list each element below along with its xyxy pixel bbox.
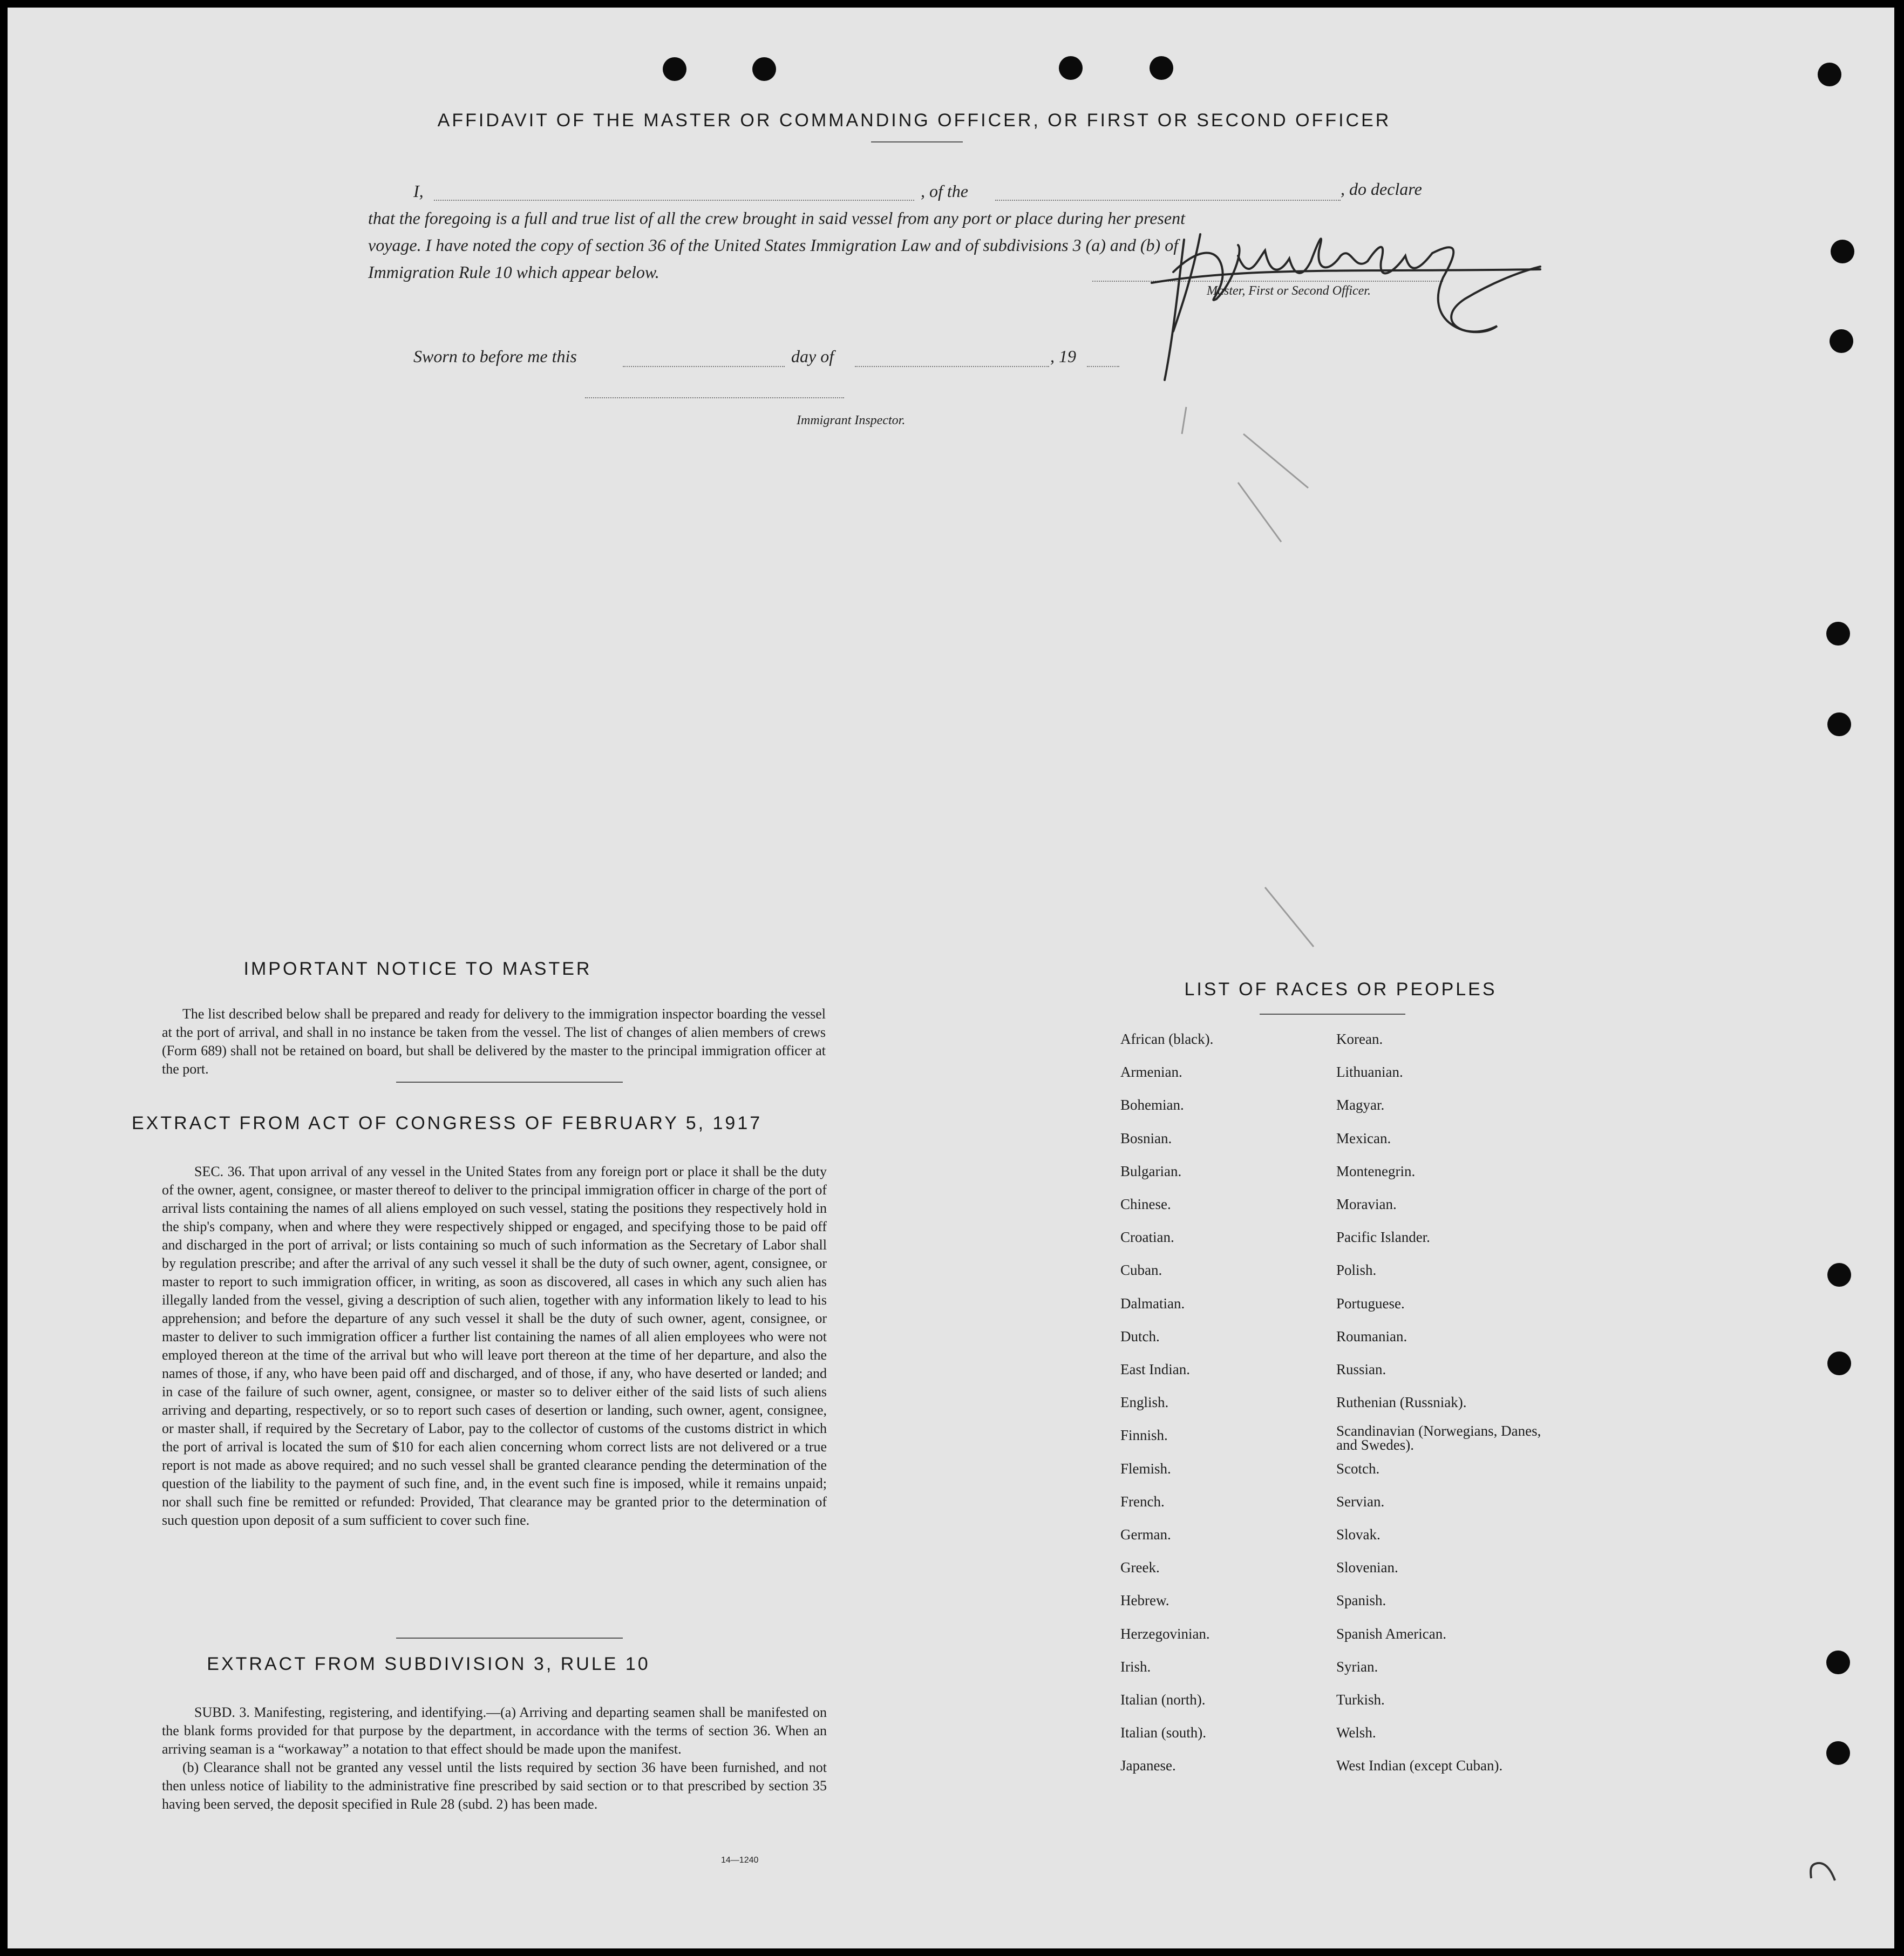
race-entry: Scotch. bbox=[1336, 1460, 1380, 1477]
sworn-day-field[interactable] bbox=[623, 366, 785, 367]
race-entry: Lithuanian. bbox=[1336, 1064, 1403, 1081]
section-rule bbox=[396, 1082, 623, 1083]
race-entry: Pacific Islander. bbox=[1336, 1229, 1430, 1246]
year-label: , 19 bbox=[1050, 347, 1076, 366]
form-number: 14—1240 bbox=[721, 1856, 759, 1865]
punch-hole bbox=[1150, 56, 1173, 80]
declare-label: , do declare bbox=[1341, 179, 1422, 199]
race-entry: Polish. bbox=[1336, 1262, 1377, 1279]
act-extract-text bbox=[162, 1163, 827, 1530]
vessel-label: , of the bbox=[921, 181, 968, 201]
race-entry: African (black). bbox=[1120, 1031, 1214, 1047]
race-entry: Roumanian. bbox=[1336, 1328, 1407, 1344]
races-heading: LIST OF RACES OR PEOPLES bbox=[1184, 979, 1497, 1000]
notice-paragraph: The list described below shall be prepared and ready for delivery to the immigration inspector boarding the vessel at the port of arrival, and shall in no instance be taken from the vessel. The list of changes of alien members of crews (Form 689) shall not be retained on board, but shall be delivered by the master to the principal immigration officer at the port. bbox=[162, 1006, 826, 1077]
notice-heading: IMPORTANT NOTICE TO MASTER bbox=[243, 959, 592, 979]
race-entry: Hebrew. bbox=[1120, 1592, 1169, 1609]
declarant-label: I, bbox=[413, 181, 424, 201]
rule-extract-heading: EXTRACT FROM SUBDIVISION 3, RULE 10 bbox=[207, 1654, 650, 1674]
race-entry: Mexican. bbox=[1336, 1130, 1391, 1146]
race-entry: Bosnian. bbox=[1120, 1130, 1172, 1146]
declarant-name-field[interactable] bbox=[434, 200, 914, 201]
rule-extract-text bbox=[162, 1703, 827, 1814]
punch-hole bbox=[1818, 63, 1841, 86]
race-entry: Portuguese. bbox=[1336, 1295, 1405, 1312]
punch-hole bbox=[1827, 712, 1851, 736]
race-entry: Spanish. bbox=[1336, 1592, 1386, 1609]
margin-mark bbox=[1805, 1853, 1842, 1891]
punch-hole bbox=[1826, 1651, 1850, 1674]
master-signature-caption: Master, First or Second Officer. bbox=[1207, 284, 1371, 298]
race-entry: French. bbox=[1120, 1493, 1165, 1510]
day-of-label: day of bbox=[791, 347, 834, 366]
inspector-caption: Immigrant Inspector. bbox=[797, 413, 906, 427]
race-entry: Dutch. bbox=[1120, 1328, 1160, 1344]
race-entry: Croatian. bbox=[1120, 1229, 1174, 1246]
race-entry: Flemish. bbox=[1120, 1460, 1171, 1477]
race-entry: Russian. bbox=[1336, 1361, 1386, 1377]
race-entry: Spanish American. bbox=[1336, 1625, 1446, 1642]
punch-hole bbox=[1831, 240, 1854, 263]
races-heading-rule bbox=[1260, 1014, 1405, 1015]
race-entry: Herzegovinian. bbox=[1120, 1625, 1210, 1642]
section-36-paragraph: SEC. 36. That upon arrival of any vessel in the United States from any foreign port or place it shall be the duty of the owner, agent, consignee, or master thereof to deliver to the principal immigration officer in charge of the port of arrival lists containing the names of all aliens employed on such vessel, stating the positions they respectively hold in the ship's company, when and where they were respectively shipped or engaged, and specifying those to be paid off and discharged in the port of arrival; or lists containing so much of such information as the Secretary of Labor shall by regulation prescribe; and after the arrival of any such vessel it shall be the duty of such owner, agent, consignee, or master to report to such immigration officer, in writing, as soon as discovered, all cases in which any such alien has illegally landed from the vessel, giving a description of such alien, together with any information likely to lead to his apprehension; and before the departure of any such vessel it shall be the duty of such owner, agent, consignee, or master to deliver to such immigration officer a further list containing the names of all alien employees who were not employed thereon at the time of the arrival but who will leave port thereon at the time of her departure, and also the names of those, if any, who have been paid off and discharged, and of those, if any, who have deserted or landed; and in case of the failure of such owner, agent, consignee, or master so to deliver either of the said lists of such aliens arriving and departing, respectively, or so to report such cases of desertion or landing, such owner, agent, consignee, or master shall, if required by the Secretary of Labor, pay to the collector of customs of the customs district in which the port of arrival is located the sum of $10 for each alien concerning whom correct lists are not delivered or a true report is not made as above required; and no such vessel shall be granted clearance pending the determination of the question of the liability to the payment of such fine, and, in the event such fine is imposed, while it remains unpaid; nor shall such fine be remitted or refunded: Provided, That clearance may be granted prior to the determination of such question upon deposit of a sum sufficient to cover such fine. bbox=[162, 1164, 827, 1528]
vessel-name-field[interactable] bbox=[995, 200, 1341, 201]
race-entry: Bohemian. bbox=[1120, 1097, 1184, 1113]
subdivision-a-paragraph: SUBD. 3. Manifesting, registering, and identifying.—(a) Arriving and departing seamen shall be manifested on the blank forms provided for that purpose by the department, in accordance with the terms of section 36. When an arriving seaman is a “workaway” a notation to that effect should be made upon the manifest. bbox=[162, 1704, 827, 1757]
race-entry: Servian. bbox=[1336, 1493, 1385, 1510]
punch-hole bbox=[1827, 1351, 1851, 1375]
race-entry: Scandinavian (Norwegians, Danes, and Swedes). bbox=[1336, 1423, 1541, 1454]
race-entry: Greek. bbox=[1120, 1559, 1160, 1576]
sworn-year-field[interactable] bbox=[1087, 366, 1119, 367]
subdivision-b-paragraph: (b) Clearance shall not be granted any vessel until the lists required by section 36 have been furnished, and not then unless notice of liability to the administrative fine prescribed by said section or to that prescribed by section 35 having been served, the deposit specified in Rule 28 (subd. 2) has been made. bbox=[162, 1760, 827, 1812]
pencil-marks bbox=[1179, 402, 1341, 995]
race-entry: Magyar. bbox=[1336, 1097, 1385, 1113]
race-entry: East Indian. bbox=[1120, 1361, 1190, 1377]
punch-hole bbox=[1059, 56, 1083, 80]
handwritten-signature bbox=[1141, 202, 1551, 385]
punch-hole bbox=[1827, 1263, 1851, 1287]
affidavit-line-2: voyage. I have noted the copy of section 36 of the United States Immigration Law and of subdivisions 3 (a) and (b) of bbox=[368, 235, 1179, 255]
affidavit-line-1: that the foregoing is a full and true list of all the crew brought in said vessel from any port or place during her present bbox=[368, 208, 1185, 228]
race-entry: Irish. bbox=[1120, 1658, 1151, 1675]
notice-text bbox=[162, 1005, 826, 1078]
race-entry: Korean. bbox=[1336, 1031, 1383, 1047]
inspector-signature-field[interactable] bbox=[585, 397, 844, 398]
race-entry: Slovak. bbox=[1336, 1526, 1381, 1543]
race-entry: Syrian. bbox=[1336, 1658, 1378, 1675]
punch-hole bbox=[1826, 1741, 1850, 1765]
race-entry: Ruthenian (Russniak). bbox=[1336, 1394, 1467, 1411]
race-entry: Italian (south). bbox=[1120, 1724, 1206, 1741]
document-page bbox=[8, 8, 1894, 1948]
race-entry: West Indian (except Cuban). bbox=[1336, 1757, 1503, 1774]
race-entry: Slovenian. bbox=[1336, 1559, 1398, 1576]
race-entry: Chinese. bbox=[1120, 1196, 1171, 1212]
punch-hole bbox=[663, 57, 686, 81]
race-entry: Japanese. bbox=[1120, 1757, 1176, 1774]
sworn-label: Sworn to before me this bbox=[413, 347, 577, 366]
race-entry: Finnish. bbox=[1120, 1427, 1168, 1444]
punch-hole bbox=[1826, 622, 1850, 646]
affidavit-heading: AFFIDAVIT OF THE MASTER OR COMMANDING OFFICER, OR FIRST OR SECOND OFFICER bbox=[437, 110, 1391, 131]
act-extract-heading: EXTRACT FROM ACT OF CONGRESS OF FEBRUARY 5, 1917 bbox=[132, 1113, 763, 1133]
race-entry: Turkish. bbox=[1336, 1692, 1385, 1708]
race-entry: Montenegrin. bbox=[1336, 1163, 1416, 1179]
heading-rule bbox=[871, 141, 963, 142]
race-entry: Bulgarian. bbox=[1120, 1163, 1182, 1179]
race-entry: English. bbox=[1120, 1394, 1169, 1411]
race-entry: Moravian. bbox=[1336, 1196, 1397, 1212]
race-entry: Italian (north). bbox=[1120, 1692, 1206, 1708]
affidavit-line-3: Immigration Rule 10 which appear below. bbox=[368, 262, 659, 282]
race-entry: Dalmatian. bbox=[1120, 1295, 1185, 1312]
sworn-month-field[interactable] bbox=[855, 366, 1049, 367]
race-entry: German. bbox=[1120, 1526, 1171, 1543]
section-rule bbox=[396, 1638, 623, 1639]
punch-hole bbox=[1830, 329, 1853, 353]
race-entry: Welsh. bbox=[1336, 1724, 1376, 1741]
race-entry: Armenian. bbox=[1120, 1064, 1182, 1081]
race-entry: Cuban. bbox=[1120, 1262, 1162, 1279]
punch-hole bbox=[752, 57, 776, 81]
